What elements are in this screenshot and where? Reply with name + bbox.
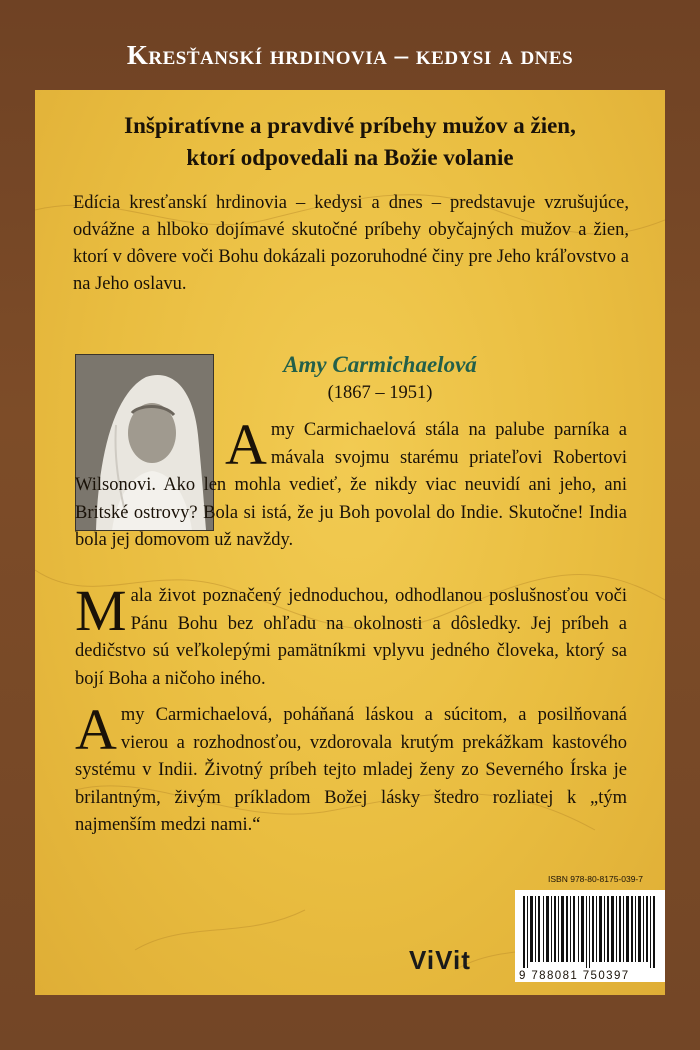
dropcap-1: A <box>225 412 267 477</box>
headline-line-1: Inšpiratívne a pravdivé príbehy mužov a žien, <box>124 113 576 138</box>
publisher-logo: ViVit <box>409 945 471 975</box>
paragraph-3-text: my Carmichaelová, poháňaná láskou a súcitom, a posilňovaná vierou a rozhodnosťou, vzdorovala krutým prekážkam kastového systému v Indii. Životný príbeh tejto mladej ženy zo Severného Írska je brilantným, živým príkladom Božej lásky štedro rozliatej k „tým najmenším medzi nami.“ <box>75 705 627 835</box>
story-paragraph-1 <box>75 412 627 555</box>
headline <box>35 110 665 174</box>
headline-line-2: ktorí odpovedali na Božie volanie <box>186 145 514 170</box>
dropcap-2: M <box>75 578 127 643</box>
barcode-bars <box>515 890 665 968</box>
content-panel <box>35 90 665 995</box>
barcode <box>515 890 665 982</box>
paragraph-1-text: my Carmichaelová stála na palube parníka a mávala svojmu starému priateľovi Robertovi Wilsonovi. Ako len mohla vedieť, že nikdy viac neuvidí ani jeho, ani Britské ostrovy? Bola si istá, že ju Boh povolal do Indie. Skutočne! India bola jej domovom už navždy. <box>75 420 627 550</box>
subject-years: (1867 – 1951) <box>327 383 433 403</box>
series-title: Kresťanskí hrdinovia – kedysi a dnes <box>126 40 574 70</box>
dropcap-3: A <box>75 697 117 762</box>
story-paragraph-3 <box>75 697 627 840</box>
subject-name: Amy Carmichaelová <box>283 352 477 377</box>
barcode-digits: 9 788081 750397 <box>519 970 630 982</box>
story-paragraph-2 <box>75 578 627 693</box>
paragraph-2-text: ala život poznačený jednoduchou, odhodlanou poslušnosťou voči Pánu Bohu bez ohľadu na okolnosti a dôsledky. Jej príbeh a dedičstvo sú veľkolepými pamätníkmi vplyvu jedného človeka, ktorý sa bojí Boha a ničoho iného. <box>75 586 627 689</box>
intro-text: Edícia kresťanskí hrdinovia – kedysi a dnes – predstavuje vzrušujúce, odvážne a hlboko dojímavé skutočné príbehy obyčajných mužov a žien, ktorí v dôvere voči Bohu dokázali pozoruhodné činy pre Jeho kráľovstvo a na Jeho oslavu. <box>73 193 629 294</box>
isbn-label: ISBN 978-80-8175-039-7 <box>548 874 643 884</box>
